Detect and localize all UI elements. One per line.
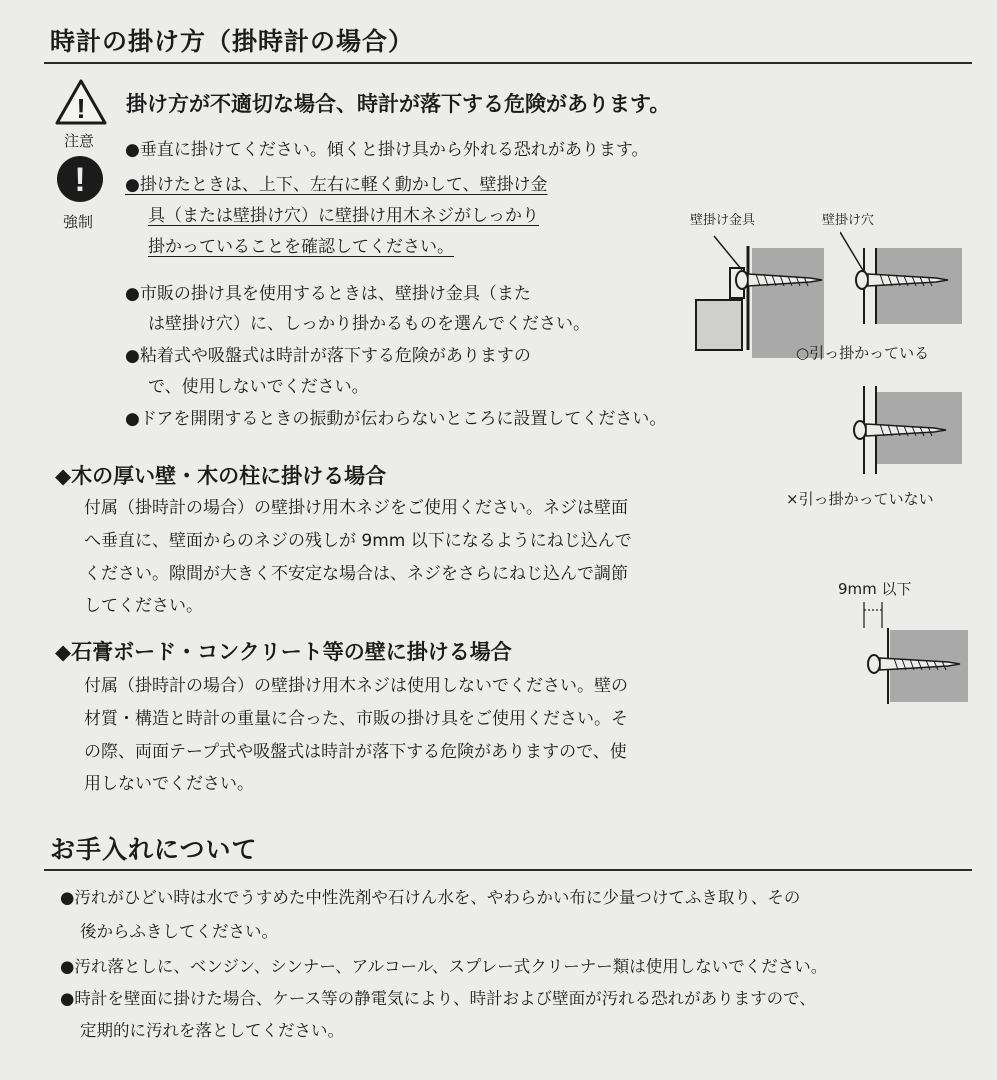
care-line: ●時計を壁面に掛けた場合、ケース等の静電気により、時計および壁面が汚れる恐れがありますので、 <box>60 989 816 1008</box>
page-title: 時計の掛け方（掛時計の場合） <box>50 27 415 56</box>
paragraph-line: 付属（掛時計の場合）の壁掛け用木ネジは使用しないでください。壁の <box>84 676 628 696</box>
paragraph-line: の際、両面テープ式や吸盤式は時計が落下する危険がありますので、使 <box>84 742 627 762</box>
care-title: お手入れについて <box>50 835 258 864</box>
paragraph-line: 用しないでください。 <box>84 774 254 794</box>
paragraph-line: へ垂直に、壁面からのネジの残しが 9mm 以下になるようにねじ込んで <box>84 531 632 551</box>
caution-symbol: ! <box>76 93 86 124</box>
care-line: ●汚れがひどい時は水でうすめた中性洗剤や石けん水を、やわらかい布に少量つけてふき取り、その <box>60 888 801 907</box>
section-heading-plaster: ◆石膏ボード・コンクリート等の壁に掛ける場合 <box>55 640 512 664</box>
care-rule <box>44 869 972 871</box>
bullet-line: ●粘着式や吸盤式は時計が落下する危険がありますの <box>125 346 531 366</box>
care-line: 定期的に汚れを落としてください。 <box>80 1021 344 1040</box>
section-heading-wood: ◆木の厚い壁・木の柱に掛ける場合 <box>55 464 387 488</box>
paragraph-line: 付属（掛時計の場合）の壁掛け用木ネジをご使用ください。ネジは壁面 <box>84 498 628 518</box>
title-rule <box>44 62 972 64</box>
nine-mm-figure <box>858 598 970 712</box>
caution-icon <box>54 78 108 130</box>
figure-label-bracket: 壁掛け金具 <box>690 213 756 228</box>
bullet-line: ●ドアを開閉するときの振動が伝わらないところに設置してください。 <box>125 409 667 429</box>
bullet-line: ●垂直に掛けてください。傾くと掛け具から外れる恐れがあります。 <box>125 140 649 160</box>
mandatory-label: 強制 <box>63 213 94 231</box>
care-line: 後からふきしてください。 <box>80 922 278 941</box>
paragraph-line: 材質・構造と時計の重量に合った、市販の掛け具をご使用ください。そ <box>84 709 628 729</box>
warning-heading: 掛け方が不適切な場合、時計が落下する危険があります。 <box>126 92 671 116</box>
paragraph-line: してください。 <box>84 596 203 616</box>
not-hooked-figure <box>848 386 966 482</box>
bullet-line: 具（または壁掛け穴）に壁掛け用木ネジがしっかり <box>148 206 539 226</box>
hole-screw-figure <box>840 228 965 332</box>
caption-ng: ×引っ掛かっていない <box>786 490 934 508</box>
label-9mm: 9mm 以下 <box>838 580 912 598</box>
bullet-line: ●掛けたときは、上下、左右に軽く動かして、壁掛け金 <box>125 175 548 195</box>
figure-label-hole: 壁掛け穴 <box>822 213 875 228</box>
bullet-line: で、使用しないでください。 <box>148 377 369 397</box>
mandatory-icon <box>56 155 104 207</box>
bullet-line: 掛かっていることを確認してください。 <box>148 237 454 257</box>
caution-label: 注意 <box>64 132 95 150</box>
bullet-line: は壁掛け穴）に、しっかり掛かるものを選んでください。 <box>148 314 590 334</box>
caption-ok: ○引っ掛かっている <box>796 344 930 362</box>
care-line: ●汚れ落としに、ベンジン、シンナー、アルコール、スプレー式クリーナー類は使用しないでください。 <box>60 957 828 976</box>
mandatory-symbol: ! <box>74 161 86 199</box>
paragraph-line: ください。隙間が大きく不安定な場合は、ネジをさらにねじ込んで調節 <box>84 564 628 584</box>
bullet-line: ●市販の掛け具を使用するときは、壁掛け金具（また <box>125 284 531 304</box>
